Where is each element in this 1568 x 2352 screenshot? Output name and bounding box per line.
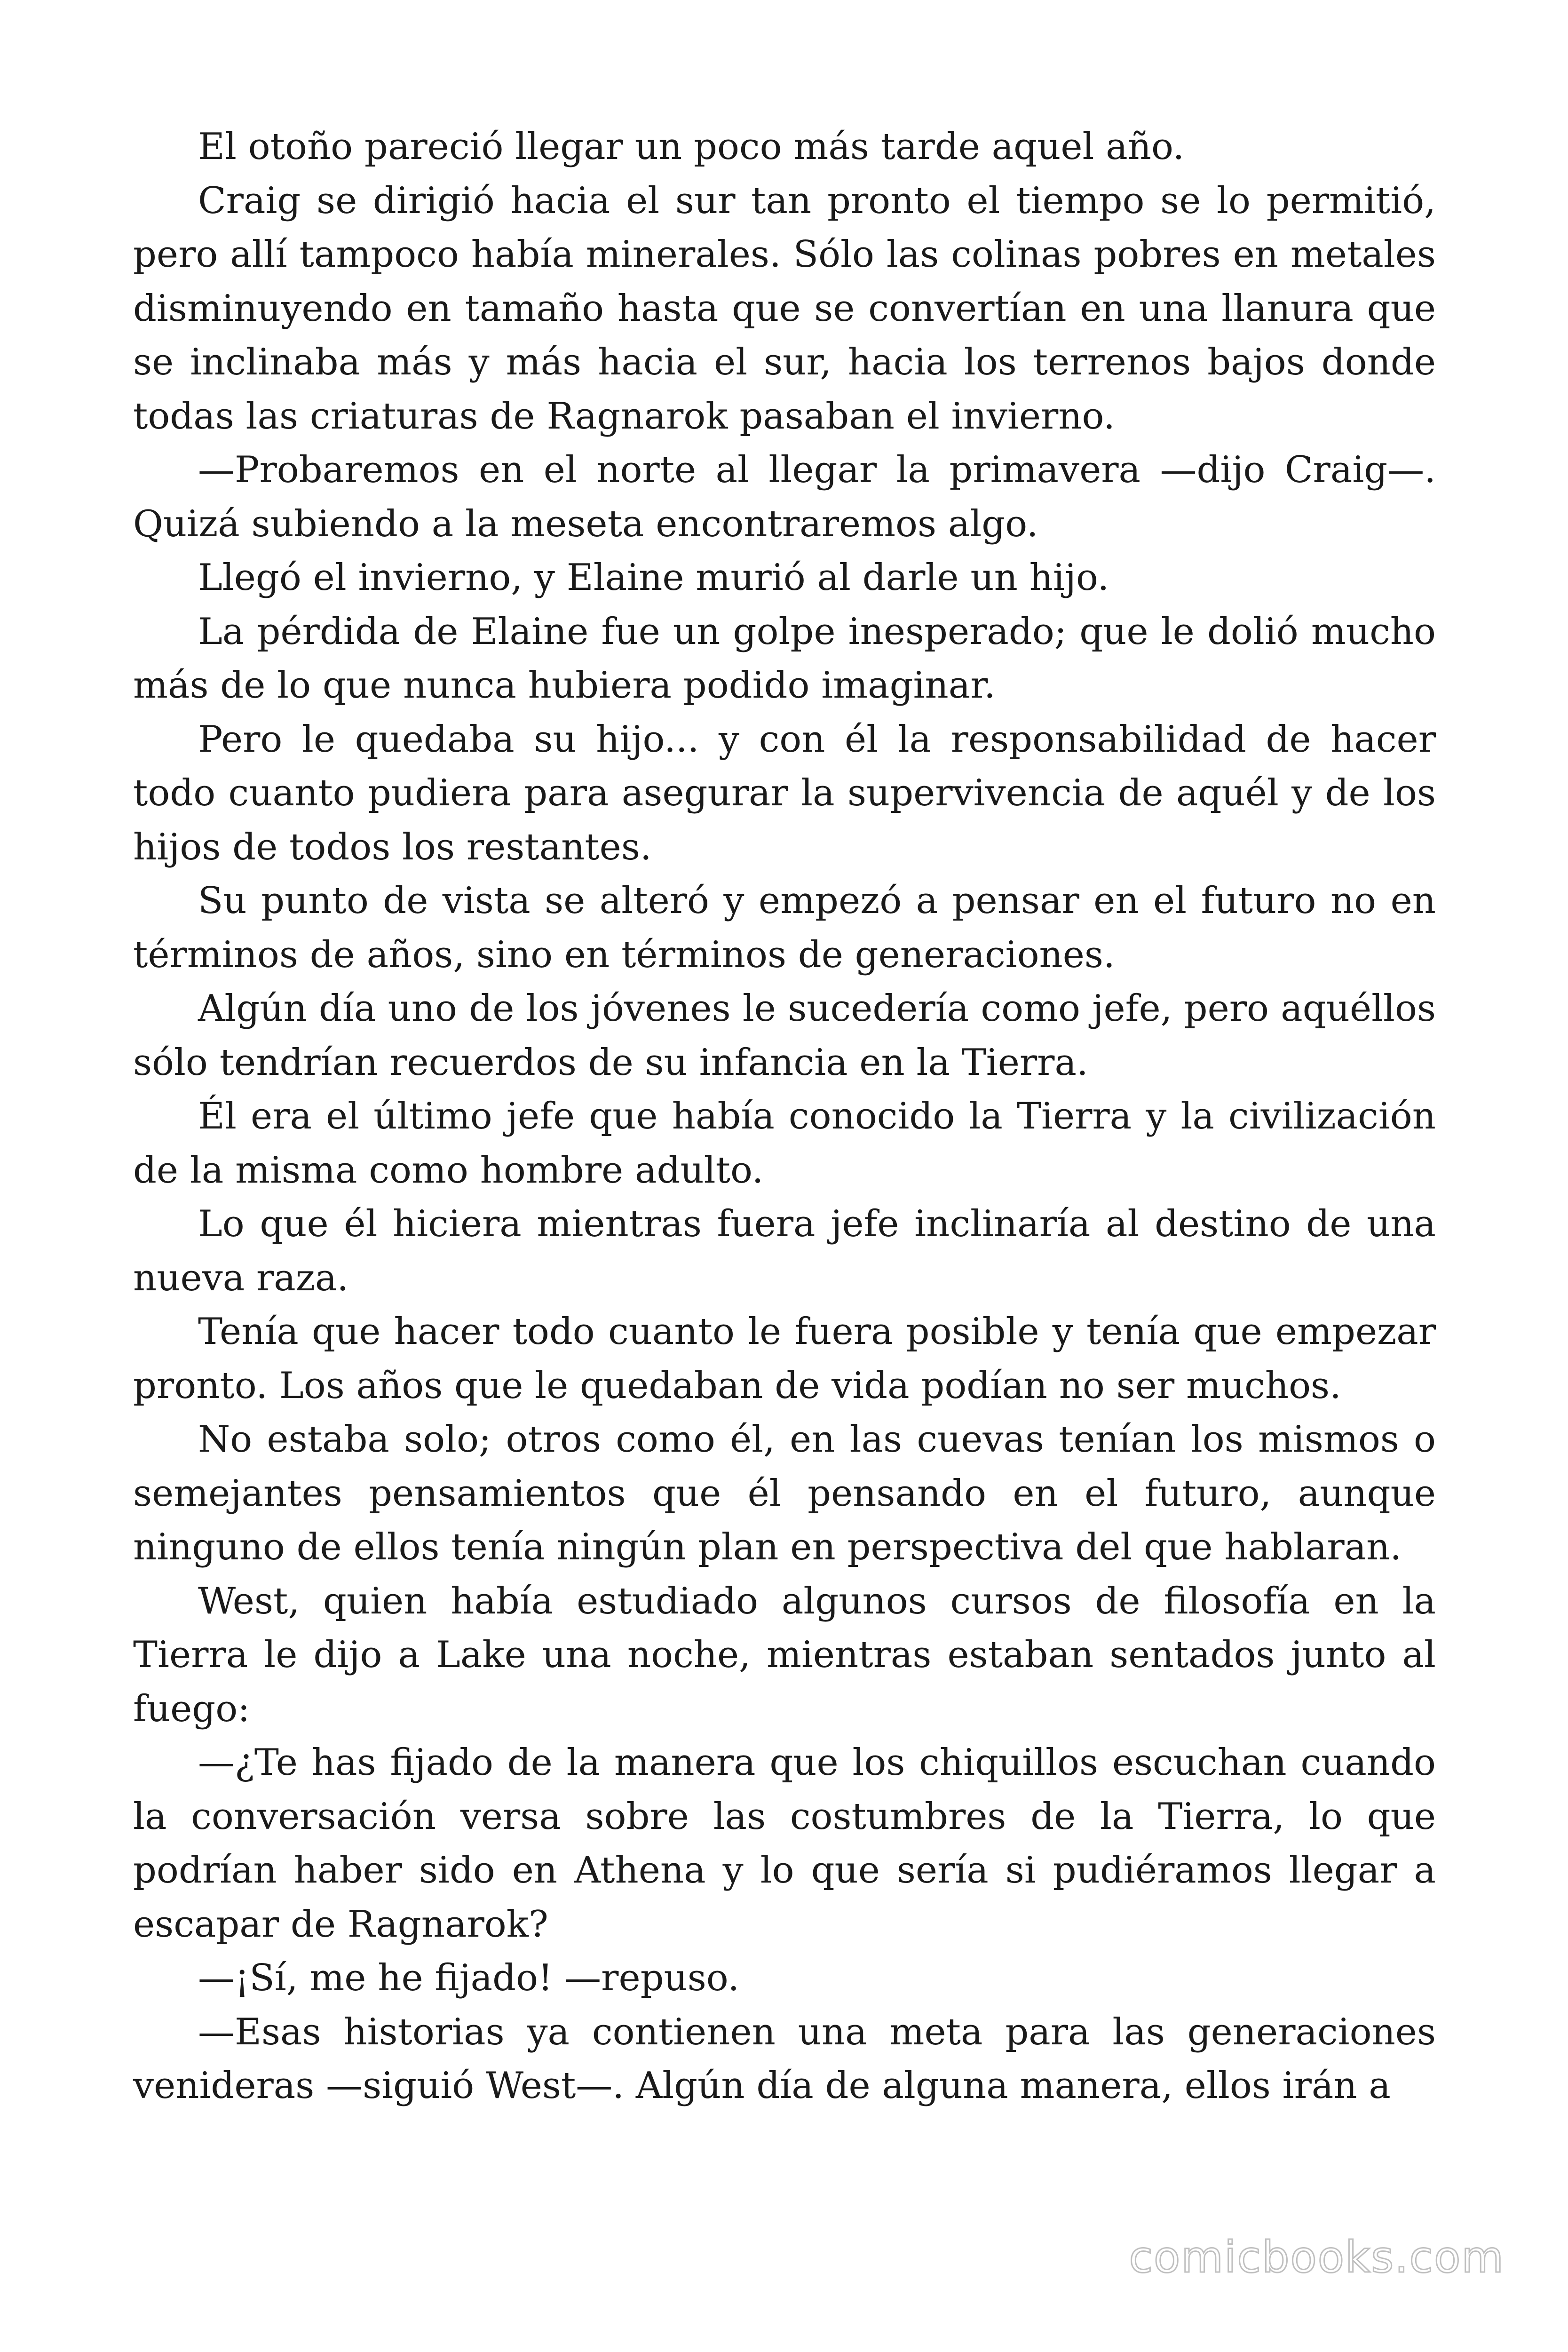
paragraph: Su punto de vista se alteró y empezó a pensar en el futuro no en términos de años, sino en términos de generaciones.: [133, 880, 1436, 976]
paragraph: —Probaremos en el norte al llegar la primavera —dijo Craig—. Quizá subiendo a la meseta encontraremos algo.: [133, 449, 1436, 545]
paragraph: Lo que él hiciera mientras fuera jefe inclinaría al destino de una nueva raza.: [133, 1203, 1436, 1299]
paragraph: La pérdida de Elaine fue un golpe inesperado; que le dolió mucho más de lo que nunca hubiera podido imaginar.: [133, 610, 1436, 707]
paragraph: No estaba solo; otros como él, en las cuevas tenían los mismos o semejantes pensamientos que él pensando en el futuro, aunque ninguno de ellos tenía ningún plan en perspectiva del que hablaran.: [133, 1418, 1436, 1568]
paragraph: Él era el último jefe que había conocido la Tierra y la civilización de la misma como hombre adulto.: [133, 1095, 1436, 1192]
body-text: [133, 120, 1436, 2113]
paragraph: Tenía que hacer todo cuanto le fuera posible y tenía que empezar pronto. Los años que le quedaban de vida podían no ser muchos.: [133, 1311, 1436, 1407]
paragraph: Llegó el invierno, y Elaine murió al darle un hijo.: [198, 556, 1109, 599]
paragraph: El otoño pareció llegar un poco más tarde aquel año.: [198, 126, 1185, 168]
paragraph: West, quien había estudiado algunos cursos de filosofía en la Tierra le dijo a Lake una noche, mientras estaban sentados junto al fuego:: [133, 1580, 1436, 1730]
paragraph: Craig se dirigió hacia el sur tan pronto el tiempo se lo permitió, pero allí tampoco había minerales. Sólo las colinas pobres en metales disminuyendo en tamaño hasta que se convertían en una llanura que se inclinaba más y más hacia el sur, hacia los terrenos bajos donde todas las criaturas de Ragnarok pasaban el invierno.: [133, 179, 1436, 437]
paragraph: —Esas historias ya contienen una meta para las generaciones venideras —siguió West—. Algún día de alguna manera, ellos irán a: [133, 2010, 1436, 2107]
paragraph: Algún día uno de los jóvenes le sucedería como jefe, pero aquéllos sólo tendrían recuerdos de su infancia en la Tierra.: [133, 987, 1436, 1084]
paragraph: —¡Sí, me he fijado! —repuso.: [198, 1957, 740, 1999]
watermark: comicbooks.com: [1129, 2232, 1505, 2282]
paragraph: —¿Te has fijado de la manera que los chiquillos escuchan cuando la conversación versa sobre las costumbres de la Tierra, lo que podrían haber sido en Athena y lo que sería si pudiéramos llegar a escapar de Ragnarok?: [133, 1741, 1436, 1946]
paragraph: Pero le quedaba su hijo... y con él la responsabilidad de hacer todo cuanto pudiera para asegurar la supervivencia de aquél y de los hijos de todos los restantes.: [133, 718, 1436, 868]
